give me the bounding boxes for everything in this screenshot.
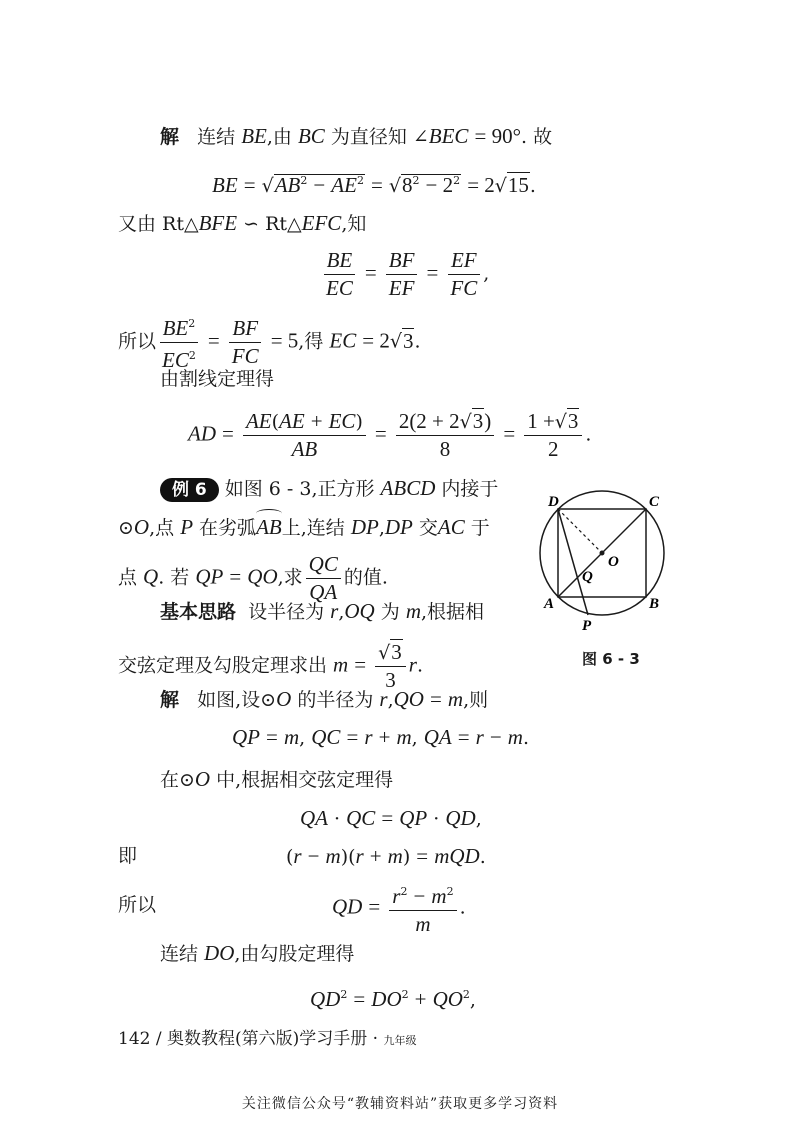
label-q: Q: [582, 569, 593, 585]
point-o: [600, 551, 605, 556]
watermark-note: 关注微信公众号“教辅资料站”获取更多学习资料: [241, 1096, 559, 1112]
idea-line1: 基本思路 设半径为 r,OQ 为 m,根据相: [160, 599, 485, 623]
solution2-line1: 解 如图,设⊙O 的半径为 r,QO = m,则: [160, 687, 489, 711]
solution2-eq4: QD = $\frac{r^2 - m^2}{m}$ .: [332, 880, 466, 937]
suoyi-label: 所以: [118, 330, 157, 353]
segment-dp: [558, 509, 588, 615]
book-title: 奥数教程(第六版)学习手册: [167, 1029, 368, 1049]
solution2-eq3: (r − m)(r + m) = mQD.: [286, 844, 486, 868]
example6-line3: 点 Q. 若 QP = QO,求 $\frac{QC}{QA}$ 的值.: [118, 552, 388, 604]
grade-label: 九年级: [383, 1034, 417, 1047]
label-p: P: [582, 618, 592, 634]
label-d: D: [548, 494, 559, 510]
solution1-line6: 由割线定理得: [160, 368, 275, 390]
ad-equation: AD = $\frac{AE(AE + EC)}{AB}$ = $\frac{2(2 + 2√3)}{8}$ = $\frac{1 +√3}{2}$ .: [188, 409, 592, 461]
solution2-line2: 在⊙O 中,根据相交弦定理得: [160, 767, 394, 791]
ratio-equation: $\frac{BE}{EC}$ = $\frac{BF}{EF}$ = $\frac{EF}{FC}$ ,: [320, 248, 489, 301]
page-footer: 142 / 奥数教程(第六版)学习手册 · 九年级: [118, 1029, 417, 1049]
solution2-eq5: $QD^2 = DO^2 + QO^2$,: [310, 987, 476, 1011]
example6-line2: ⊙O,点 P 在劣弧AB上,连结 DP,DP 交AC 于: [118, 515, 490, 539]
solution2-line3: 连结 DO,由勾股定理得: [160, 941, 355, 965]
idea-line2: 交弦定理及勾股定理求出 m = $\frac{√3}{3}$ r.: [118, 640, 423, 692]
solution2-eq1: QP = m, QC = r + m, QA = r − m.: [232, 725, 529, 749]
figure-caption: 图 6 - 3: [582, 650, 640, 668]
solution2-eq2: QA · QC = QP · QD,: [300, 806, 482, 830]
solution1-line5: 所以 $\frac{BE^2}{EC^2}$ = $\frac{BF}{FC}$ = 5,得 EC = 2√3.: [118, 312, 421, 373]
label-b: B: [649, 596, 660, 612]
solution2-label: 解: [160, 689, 180, 711]
example-badge: 例 6: [160, 478, 219, 502]
idea-label: 基本思路: [160, 601, 237, 623]
be-equation: BE = $√AB^2 - AE^2 = √8^2 - 2^2 = 2√15$.: [212, 173, 536, 197]
example6-line1: 例 6 如图 6 - 3,正方形 ABCD 内接于: [160, 475, 498, 502]
label-o: O: [608, 554, 619, 570]
suoyi-label-2: 所以: [118, 894, 157, 916]
ji-label: 即: [118, 845, 138, 867]
figure-6-3: [530, 488, 690, 636]
page-number: 142: [118, 1029, 151, 1049]
label-a: A: [544, 596, 555, 612]
solution-label: 解: [160, 126, 180, 148]
solution1-line1: 解 连结 BE,由 BC 为直径知 ∠BEC = 90°. 故: [160, 124, 553, 148]
label-c: C: [649, 494, 660, 510]
solution1-line3: 又由 Rt△BFE ∽ Rt△EFC,知: [118, 211, 367, 235]
